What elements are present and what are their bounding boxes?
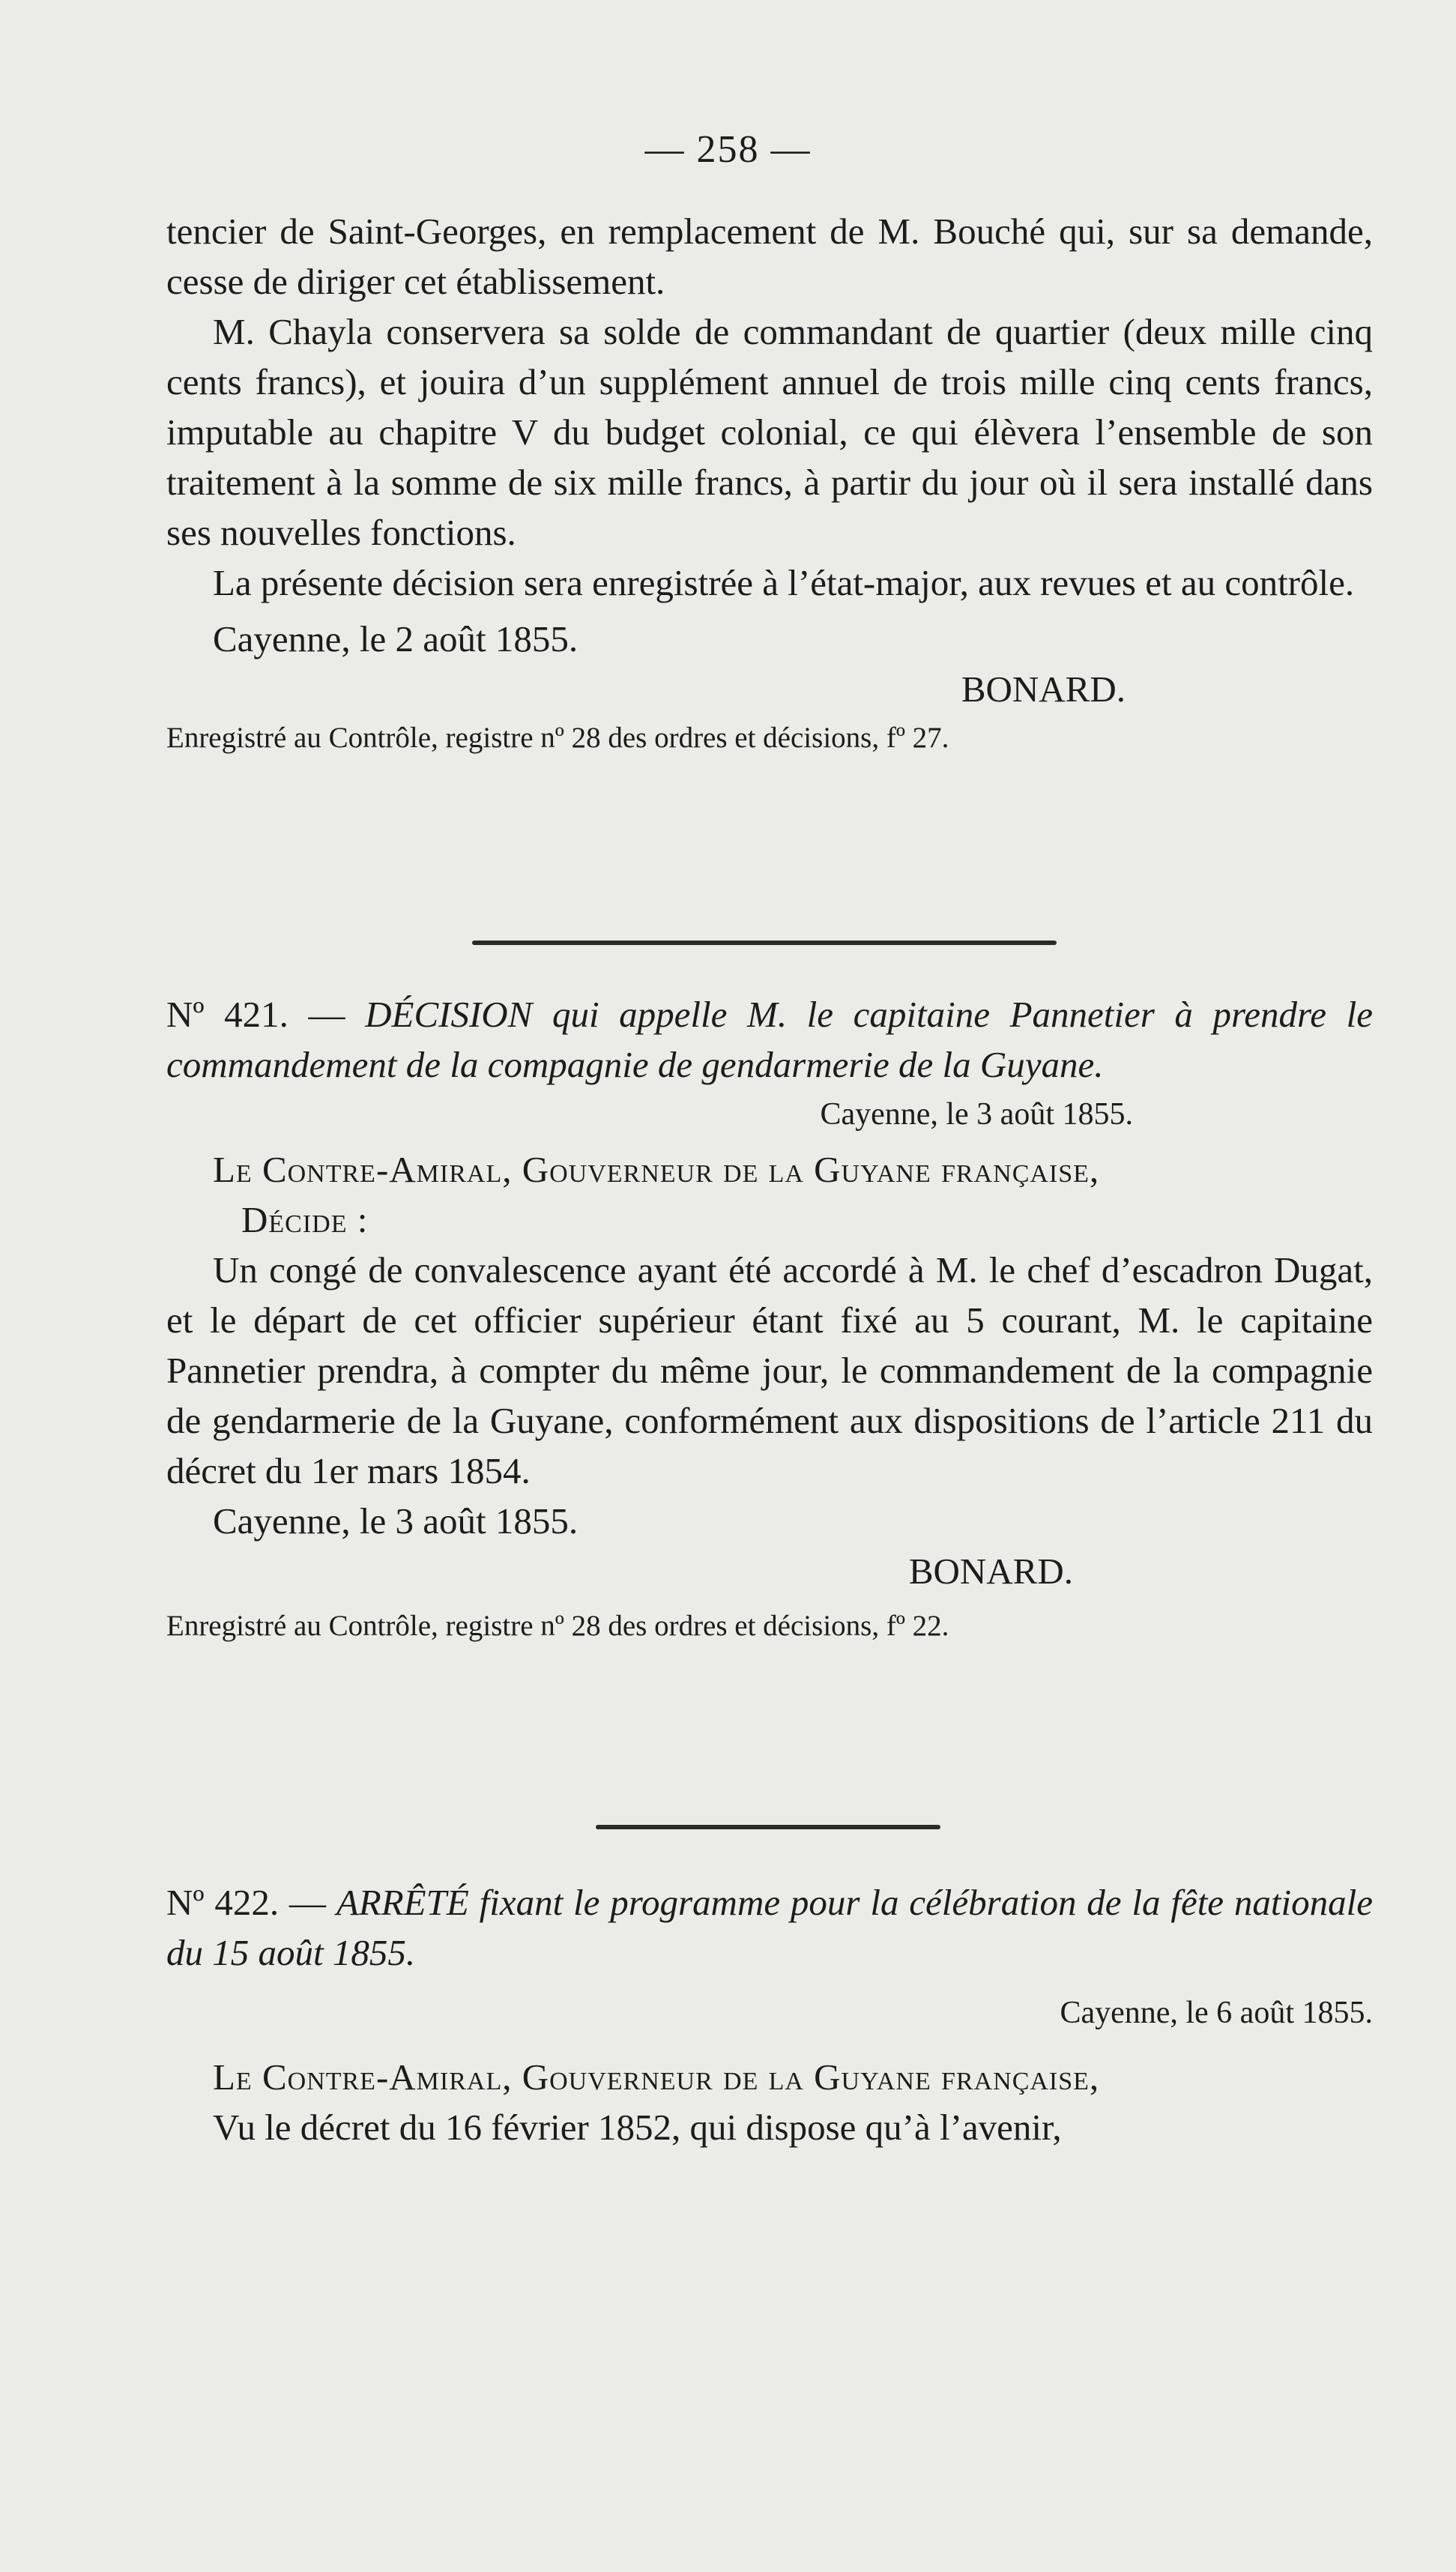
block-3 — [166, 1877, 1373, 2152]
authority: Le Contre-Amiral, Gouverneur de la Guyane française, — [213, 1149, 1100, 1190]
entry-heading — [166, 989, 1373, 1090]
signature: BONARD. — [908, 1551, 1073, 1592]
registration-note: Enregistré au Contrôle, registre nº 28 des ordres et décisions, fº 27. — [166, 722, 949, 754]
entry-number: Nº 421. — — [166, 994, 345, 1035]
entry-number: Nº 422. — — [166, 1882, 327, 1923]
decision-label: Décide : — [241, 1199, 369, 1240]
place-date: Cayenne, le 2 août 1855. — [213, 618, 579, 659]
paragraph: Vu le décret du 16 février 1852, qui dispose qu’à l’avenir, — [213, 2107, 1062, 2148]
dateline: Cayenne, le 3 août 1855. — [820, 1097, 1133, 1132]
signature: BONARD. — [961, 668, 1126, 710]
entry-heading — [166, 1877, 1373, 1978]
paragraph: La présente décision sera enregistrée à l’état-major, aux revues et au contrôle. — [213, 562, 1355, 603]
entry-title: DÉCISION qui appelle M. le capitaine Pannetier à prendre le commandement de la compagnie de gendarmerie de la Guyane. — [166, 994, 1373, 1085]
entry-title: ARRÊTÉ fixant le programme pour la célébration de la fête nationale du 15 août 1855. — [166, 1882, 1373, 1973]
block-2 — [166, 989, 1373, 1646]
authority: Le Contre-Amiral, Gouverneur de la Guyane française, — [213, 2056, 1100, 2098]
section-divider — [472, 941, 1057, 945]
block-1 — [166, 206, 1373, 758]
paragraph: Un congé de convalescence ayant été accordé à M. le chef d’escadron Dugat, et le départ de cet officier supérieur étant fixé au 5 courant, M. le capitaine Pannetier prendra, à compter du même jour, le commandement de la compagnie de gendarmerie de la Guyane, conformément aux dispositions de l’article 211 du décret du 1er mars 1854. — [166, 1249, 1373, 1491]
page-number: — 258 — — [644, 128, 812, 171]
registration-note: Enregistré au Contrôle, registre nº 28 des ordres et décisions, fº 22. — [166, 1610, 949, 1642]
paragraph: M. Chayla conservera sa solde de commandant de quartier (deux mille cinq cents francs), et jouira d’un supplément annuel de trois mille cinq cents francs, imputable au chapitre V du budget colonial, ce qui élèvera l’ensemble de son traitement à la somme de six mille francs, à partir du jour où il sera installé dans ses nouvelles fonctions. — [166, 311, 1373, 553]
place-date: Cayenne, le 3 août 1855. — [213, 1500, 579, 1542]
section-divider — [596, 1825, 940, 1829]
paragraph: tencier de Saint-Georges, en remplacement de M. Bouché qui, sur sa demande, cesse de diriger cet établissement. — [166, 211, 1373, 302]
dateline: Cayenne, le 6 août 1855. — [1060, 1996, 1373, 2030]
